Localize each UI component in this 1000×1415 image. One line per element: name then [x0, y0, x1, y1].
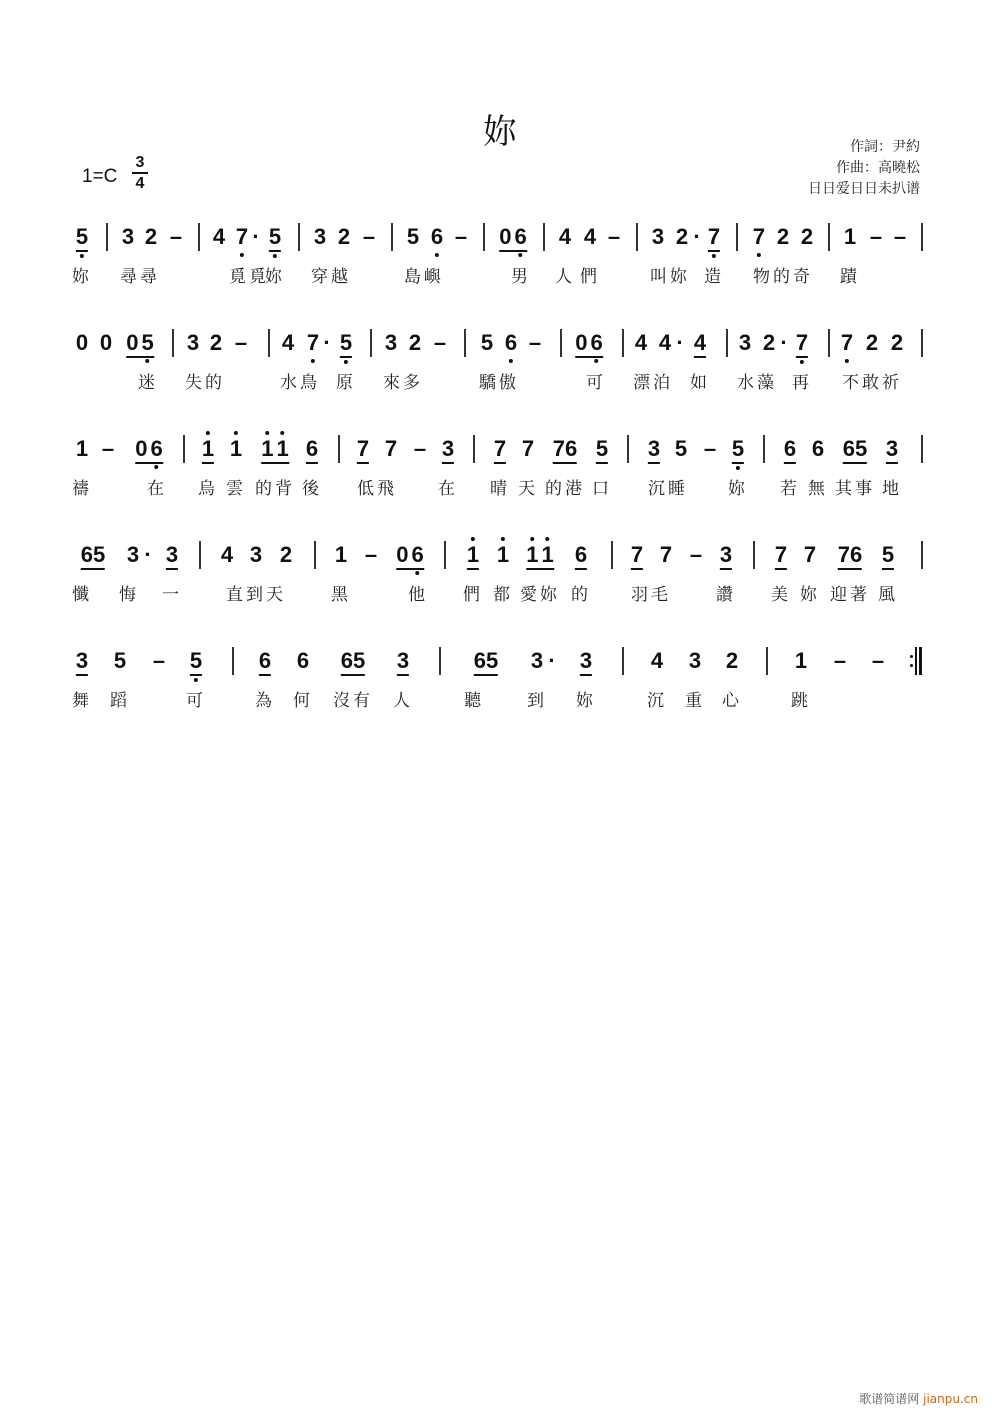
note: 7: [796, 331, 808, 358]
note: 2: [209, 330, 223, 355]
lyric: 的港: [545, 479, 585, 499]
note: 2: [762, 330, 776, 355]
note: 7: [631, 543, 643, 570]
note: 3: [126, 542, 140, 567]
lyric: 地: [882, 479, 902, 499]
bar-line: [726, 329, 728, 357]
note: 3: [397, 649, 409, 676]
lyric: 可: [586, 373, 606, 393]
bar-line: [828, 223, 830, 251]
lyric: 在: [438, 479, 458, 499]
sustain-dash: –: [833, 648, 847, 673]
sustain-dash: –: [528, 330, 542, 355]
note: 5: [269, 225, 281, 252]
lyric: 沉: [647, 691, 667, 711]
lyric: 美: [771, 585, 791, 605]
lyric: 人: [555, 267, 575, 287]
augmentation-dot: ·: [548, 648, 556, 673]
bar-line: [560, 329, 562, 357]
note: 5: [190, 649, 202, 676]
note: 3: [651, 224, 665, 249]
bar-line: [314, 541, 316, 569]
sustain-dash: –: [871, 648, 885, 673]
note: 7: [752, 224, 766, 249]
note: 1 1: [526, 543, 554, 570]
note: 6: [296, 648, 310, 673]
note: 5: [406, 224, 420, 249]
sustain-dash: –: [433, 330, 447, 355]
bar-line: [391, 223, 393, 251]
augmentation-dot: ·: [693, 224, 701, 249]
lyric: 後: [302, 479, 322, 499]
lyric: 再: [792, 373, 812, 393]
lyric: 懺: [72, 585, 92, 605]
lyric: 禱: [72, 479, 92, 499]
bar-line: [622, 329, 624, 357]
lyric: 晴: [490, 479, 510, 499]
bar-line: [483, 223, 485, 251]
augmentation-dot: ·: [252, 224, 260, 249]
note: 5: [340, 331, 352, 358]
watermark-en: jianpu.cn: [923, 1392, 978, 1406]
lyric: 尋尋: [120, 267, 160, 287]
note: 65: [341, 649, 365, 676]
note: 5: [113, 648, 127, 673]
note: 7: [803, 542, 817, 567]
lyric: 覓覓: [229, 267, 269, 287]
lyric: 如: [690, 373, 710, 393]
note: 3: [76, 649, 88, 676]
note: 3: [166, 543, 178, 570]
note: 1: [334, 542, 348, 567]
note: 6: [430, 224, 444, 249]
lyric: 蹈: [110, 691, 130, 711]
note: 6: [811, 436, 825, 461]
note: 65: [474, 649, 498, 676]
lyric: 島嶼: [404, 267, 444, 287]
note: 5: [674, 436, 688, 461]
note: 6: [306, 437, 318, 464]
note: 6: [504, 330, 518, 355]
note: 7: [659, 542, 673, 567]
lyric: 原: [336, 373, 356, 393]
note: 5: [882, 543, 894, 570]
note: 2: [800, 224, 814, 249]
bar-line: [444, 541, 446, 569]
bar-line: [106, 223, 108, 251]
note: 7: [708, 225, 720, 252]
sustain-dash: –: [152, 648, 166, 673]
lyric: 舞: [72, 691, 92, 711]
lyric: 驕傲: [479, 373, 519, 393]
note: 7: [384, 436, 398, 461]
note: 76: [838, 543, 862, 570]
bar-line: [543, 223, 545, 251]
note: 2: [890, 330, 904, 355]
bar-line: [268, 329, 270, 357]
bar-line: [763, 435, 765, 463]
lyric: 雲: [226, 479, 246, 499]
repeat-end-barline: [910, 647, 924, 675]
lyric: 蹟: [840, 267, 860, 287]
note: 3: [738, 330, 752, 355]
score-title: 妳: [483, 112, 517, 152]
note: 5: [596, 437, 608, 464]
bar-line: [338, 435, 340, 463]
note: 7: [775, 543, 787, 570]
lyric: 直到天: [226, 585, 286, 605]
bar-line: [198, 223, 200, 251]
lyric: 水藻: [737, 373, 777, 393]
lyric: 在: [147, 479, 167, 499]
sustain-dash: –: [234, 330, 248, 355]
lyric: 漂泊: [633, 373, 673, 393]
note: 2: [776, 224, 790, 249]
note: 5: [732, 437, 744, 464]
lyric: 造: [704, 267, 724, 287]
note: 2: [725, 648, 739, 673]
lyric: 聽: [464, 691, 484, 711]
bar-line: [232, 647, 234, 675]
note: 4: [583, 224, 597, 249]
lyric: 跳: [791, 691, 811, 711]
note: 3: [530, 648, 544, 673]
sustain-dash: –: [169, 224, 183, 249]
lyric: 何: [293, 691, 313, 711]
note: 65: [81, 543, 105, 570]
note: 4: [650, 648, 664, 673]
sustain-dash: –: [869, 224, 883, 249]
lyric: 為: [255, 691, 275, 711]
sustain-dash: –: [607, 224, 621, 249]
lyric: 若: [780, 479, 800, 499]
bar-line: [172, 329, 174, 357]
lyric: 水鳥: [280, 373, 320, 393]
lyric: 讚: [716, 585, 736, 605]
lyric: 人: [393, 691, 413, 711]
bar-line: [298, 223, 300, 251]
note: 4: [694, 331, 706, 358]
bar-line: [636, 223, 638, 251]
bar-line: [464, 329, 466, 357]
key-signature: 1=C: [82, 166, 118, 187]
time-signature: [132, 155, 148, 192]
note: 7: [357, 437, 369, 464]
note: 1: [843, 224, 857, 249]
note: 3: [442, 437, 454, 464]
note: 3: [688, 648, 702, 673]
note: 3: [186, 330, 200, 355]
lyric: 的背: [255, 479, 295, 499]
bar-line: [183, 435, 185, 463]
note: 0: [75, 330, 89, 355]
note: 1: [202, 437, 214, 464]
note: 1: [794, 648, 808, 673]
sustain-dash: –: [364, 542, 378, 567]
bar-line: [921, 435, 923, 463]
lyric: 悔: [119, 585, 139, 605]
lyric: 穿越: [311, 267, 351, 287]
composer-credit: 作曲：高曉松: [836, 160, 920, 176]
lyric: 叫妳: [650, 267, 690, 287]
lyric: 迷: [138, 373, 158, 393]
note: 7: [306, 330, 320, 355]
bar-line: [753, 541, 755, 569]
note: 4: [281, 330, 295, 355]
bar-line: [473, 435, 475, 463]
time-signature-denominator: 4: [135, 175, 145, 192]
note: 6: [259, 649, 271, 676]
lyric: 口: [592, 479, 612, 499]
lyricist-credit: 作詞：尹約: [850, 139, 920, 155]
note: 2: [279, 542, 293, 567]
lyric: 迎著: [830, 585, 870, 605]
lyric: 沒有: [333, 691, 373, 711]
note: 2: [865, 330, 879, 355]
lyric: 到: [527, 691, 547, 711]
note: 5: [76, 225, 88, 252]
bar-line: [439, 647, 441, 675]
note: 7: [840, 330, 854, 355]
lyric: 愛妳: [520, 585, 560, 605]
lyric: 妳: [728, 479, 748, 499]
sustain-dash: –: [362, 224, 376, 249]
lyric: 心: [722, 691, 742, 711]
lyric: 風: [878, 585, 898, 605]
note: 0 5: [126, 331, 154, 358]
bar-line: [828, 329, 830, 357]
lyric: 失的: [185, 373, 225, 393]
note: 0 6: [396, 543, 424, 570]
credits: [808, 137, 920, 200]
note: 2: [144, 224, 158, 249]
note: 7: [521, 436, 535, 461]
note: 4: [658, 330, 672, 355]
bar-line: [627, 435, 629, 463]
lyric: 男: [511, 267, 531, 287]
lyric: 不敢祈: [842, 373, 902, 393]
lyric: 天: [518, 479, 538, 499]
note: 0 6: [499, 225, 527, 252]
note: 0 6: [575, 331, 603, 358]
note: 2: [408, 330, 422, 355]
lyric: 妳: [576, 691, 596, 711]
lyric: 的: [571, 585, 591, 605]
bar-line: [199, 541, 201, 569]
sustain-dash: –: [413, 436, 427, 461]
augmentation-dot: ·: [323, 330, 331, 355]
lyric: 沉睡: [648, 479, 688, 499]
lyric: 無: [808, 479, 828, 499]
bar-line: [611, 541, 613, 569]
note: 5: [480, 330, 494, 355]
sustain-dash: –: [689, 542, 703, 567]
augmentation-dot: ·: [676, 330, 684, 355]
lyric: 物的奇: [753, 267, 813, 287]
lyric: 重: [685, 691, 705, 711]
note: 1: [229, 436, 243, 461]
lyric: 們: [463, 585, 483, 605]
sustain-dash: –: [454, 224, 468, 249]
note: 4: [558, 224, 572, 249]
sustain-dash: –: [703, 436, 717, 461]
note: 1: [467, 543, 479, 570]
note: 3: [720, 543, 732, 570]
lyric: 低飛: [357, 479, 397, 499]
lyric: 他: [408, 585, 428, 605]
note: 0 6: [135, 437, 163, 464]
note: 76: [553, 437, 577, 464]
note: 1: [496, 542, 510, 567]
augmentation-dot: ·: [144, 542, 152, 567]
bar-line: [370, 329, 372, 357]
note: 3: [648, 437, 660, 464]
sustain-dash: –: [101, 436, 115, 461]
bar-line: [921, 541, 923, 569]
sustain-dash: –: [893, 224, 907, 249]
note: 3: [249, 542, 263, 567]
lyric: 其事: [835, 479, 875, 499]
note: 2: [675, 224, 689, 249]
lyric: 妳: [800, 585, 820, 605]
bar-line: [622, 647, 624, 675]
lyric: 羽毛: [631, 585, 671, 605]
lyric: 烏: [198, 479, 218, 499]
note: 65: [843, 437, 867, 464]
augmentation-dot: ·: [780, 330, 788, 355]
note: 6: [784, 437, 796, 464]
lyric: 黑: [331, 585, 351, 605]
note: 0: [99, 330, 113, 355]
time-signature-numerator: 3: [132, 155, 148, 174]
note: 7: [494, 437, 506, 464]
note: 1: [75, 436, 89, 461]
bar-line: [921, 329, 923, 357]
lyric: 來多: [383, 373, 423, 393]
bar-line: [736, 223, 738, 251]
note: 3: [580, 649, 592, 676]
note: 7: [235, 224, 249, 249]
note: 3: [121, 224, 135, 249]
bar-line: [766, 647, 768, 675]
lyric: 妳: [265, 267, 285, 287]
note: 2: [337, 224, 351, 249]
lyric: 可: [186, 691, 206, 711]
watermark: [859, 1390, 978, 1407]
note: 4: [212, 224, 226, 249]
lyric: 都: [493, 585, 513, 605]
note: 3: [886, 437, 898, 464]
note: 4: [634, 330, 648, 355]
lyric: 們: [580, 267, 600, 287]
bar-line: [921, 223, 923, 251]
lyric: 一: [162, 585, 182, 605]
note: 4: [220, 542, 234, 567]
note: 3: [313, 224, 327, 249]
note: 1 1: [261, 437, 289, 464]
note: 6: [575, 543, 587, 570]
lyric: 妳: [72, 267, 92, 287]
note: 3: [384, 330, 398, 355]
watermark-cn: 歌谱简谱网: [859, 1392, 920, 1406]
transcriber-credit: 日日爱日日未扒谱: [808, 181, 920, 197]
